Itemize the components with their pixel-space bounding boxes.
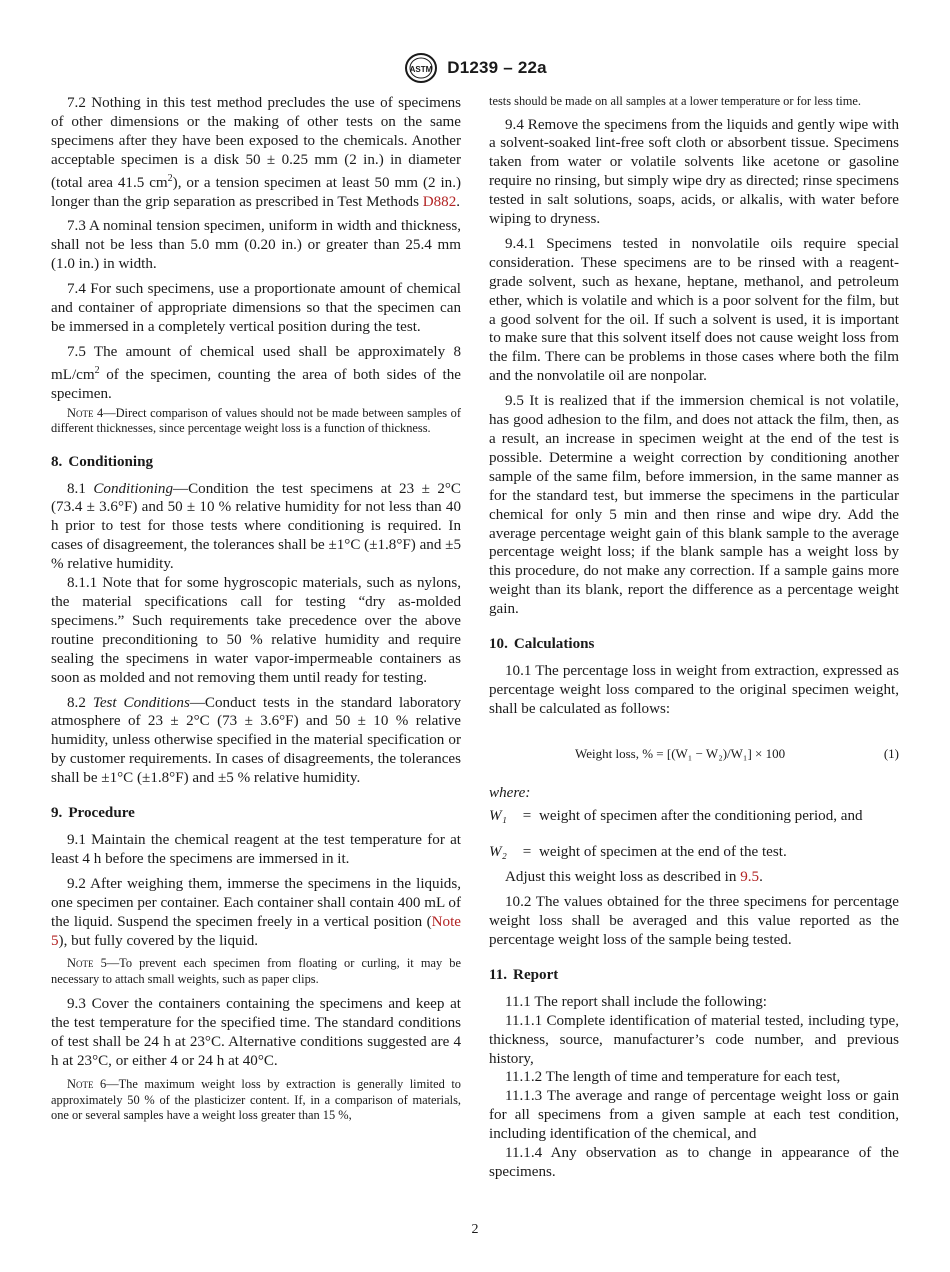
astm-logo-icon — [403, 52, 439, 84]
paragraph-10-1: 10.1 The percentage loss in weight from extraction, expressed as percentage weight loss compared to the original specimen weight, shall be calculated as follows: — [489, 662, 899, 717]
link-d882[interactable]: D882 — [422, 193, 457, 210]
note-4: Note 4—Direct comparison of values should not be made between samples of different thicknesses, since percentage weight loss is a function of thickness. — [51, 405, 461, 436]
svg-text:ASTM: ASTM — [409, 65, 433, 74]
section-9-heading: 9. Procedure — [51, 805, 135, 822]
document-id: D1239 – 22a — [447, 58, 547, 77]
paragraph-11-1: 11.1 The report shall include the following: — [505, 993, 767, 1010]
paragraph-7-4: 7.4 For such specimens, use a proportionate amount of chemical and container of appropriate dimensions so that the specimen can be immersed in a completely vertical position during the test. — [51, 281, 461, 335]
link-note-5[interactable]: Note 5 — [51, 913, 461, 949]
paragraph-9-2: 9.2 After weighing them, immerse the specimens in the liquids, one specimen per container. Each container shall contain 400 mL of the liquid. Suspend the specimen freely in a vertical position (Note 5), but fully covered by the liquid. — [51, 875, 461, 949]
page-header — [0, 52, 950, 84]
section-11-heading: 11. Report — [489, 966, 559, 983]
paragraph-7-3: 7.3 A nominal tension specimen, uniform in width and thickness, shall not be less than 5.0 mm (0.20 in.) or greater than 25.4 mm (1.0 in.) in width. — [51, 218, 461, 273]
equation-1 — [489, 745, 899, 764]
paragraph-10-2: 10.2 The values obtained for the three specimens for percentage weight loss shall be averaged and this value reported as the percentage weight loss of the sample being tested. — [489, 894, 899, 949]
equation-text: Weight loss, % = [(W₁ − W₂)/W₁] × 100 — [575, 745, 786, 761]
section-10-heading: 10. Calculations — [489, 636, 595, 653]
right-column — [489, 94, 899, 1188]
paragraph-8-1-1: 8.1.1 Note that for some hygroscopic materials, such as nylons, the material specifications call for testing “dry as-molded specimens.” Such requirements take precedence over the above routine preconditioning to 50 % relative humidity and require sealing the specimens in water vapor-impermeable containers as soon as molded and not removing them until ready for testing. — [51, 575, 461, 686]
paragraph-9-3: 9.3 Cover the containers containing the specimens and keep at the test temperature for the specified time. The standard conditions of test shall be 24 h at 23°C. Alternative conditions suggested are 4 h at 23°C, or either 4 or 24 h at 40°C. — [51, 996, 461, 1070]
paragraph-9-1: 9.1 Maintain the chemical reagent at the test temperature for at least 4 h before the specimens are immersed in it. — [51, 831, 461, 867]
note-6: Note 6—The maximum weight loss by extraction is generally limited to approximately 50 % of the plasticizer content. If, in a comparison of materials, one or several samples have a weight loss greater than 15 %, — [51, 1077, 461, 1123]
paragraph-8-2: 8.2 Test Conditions—Conduct tests in the standard laboratory atmosphere of 23 ± 2°C (73 ± 3.6°F) and 50 ± 10 % relative humidity, unless otherwise specified in the material specification or by customer requirements. In cases of disagreements, the tolerances shall be ±1°C (±1.8°F) and ±5 % relative humidity. — [51, 694, 461, 787]
equation-number: (1) — [883, 745, 899, 761]
where-label: where: — [489, 784, 531, 801]
left-column — [51, 94, 461, 1132]
paragraph-9-5: 9.5 It is realized that if the immersion chemical is not volatile, has good adhesion to the film, and does not attack the film, then, as a result, an increase in specimen weight at the end of the test is possible. Determine a weight correction by conditioning another sample of the same film, before immersion, in the same manner as for the standard test, but immerse the specimens in the particular chemical for only 5 min and then rinse and wipe dry. Add the average percentage weight gain of this blank sample to the average percentage weight loss; if the blank sample has a weight loss by this procedure, do not make any correction. If a sample gains more weight than its blank, report the difference as a percentage weight gain. — [489, 393, 899, 618]
page-number: 2 — [471, 1222, 479, 1237]
paragraph-8-1: 8.1 Conditioning—Condition the test specimens at 23 ± 2°C (73.4 ± 3.6°F) and 50 ± 10 % relative humidity for not less than 40 h prior to test for those tests where conditioning is required. In cases of disagreement, the tolerances shall be ±1°C (±1.8°F) and ±5 % relative humidity. — [51, 480, 461, 573]
paragraph-7-5: 7.5 The amount of chemical used shall be approximately 8 $mL/cm^2$ of the specimen, counting the area of both sides of the specimen. — [51, 343, 461, 402]
paragraph-9-4-1: 9.4.1 Specimens tested in nonvolatile oils require special consideration. These specimens are to be rinsed with a reagent-grade solvent, such as hexane, heptane, methanol, and petroleum ether, which is volatile and which is a poor solvent for the film, but a good solvent for the oil. If such a solvent is used, it is important to make sure that this solvent itself does not cause weight loss from the film. There can be problems in those cases where both the film and the nonvolatile oil are nonpolar. — [489, 235, 899, 385]
note-6-continued: tests should be made on all samples at a lower temperature or for less time. — [489, 94, 861, 108]
section-8-heading: 8. Conditioning — [51, 453, 154, 470]
paragraph-11-1-3: 11.1.3 The average and range of percentage weight loss or gain for all specimens from a given sample at each test condition, including identification of the chemical, and — [489, 1088, 899, 1143]
note-5: Note 5—To prevent each specimen from floating or curling, it may be necessary to attach small weights, such as paper clips. — [51, 956, 461, 986]
paragraph-11-1-2: 11.1.2 The length of time and temperature for each test, — [505, 1069, 841, 1086]
adjust-paragraph: Adjust this weight loss as described in 9.5. — [505, 869, 763, 886]
definition-w1: W₁ = weight of specimen after the conditioning period, and — [489, 807, 863, 824]
paragraph-9-4: 9.4 Remove the specimens from the liquids and gently wipe with a solvent-soaked lint-free soft cloth or absorbent tissue. Specimens taken from water or volatile solvents like acetone or gasoline require no rinsing, but simply wipe dry as directed; rinse specimens tested in salt solutions, soaps, acids, or alkalis, with water before wiping to dryness. — [489, 116, 899, 228]
paragraph-11-1-4: 11.1.4 Any observation as to change in appearance of the specimens. — [489, 1145, 899, 1180]
paragraph-11-1-1: 11.1.1 Complete identification of material tested, including type, thickness, source, manufacturer’s code number, and previous history, — [489, 1012, 899, 1067]
definition-w2: W₂ = weight of specimen at the end of the test. — [489, 844, 787, 861]
link-9-5[interactable]: 9.5 — [740, 869, 760, 886]
paragraph-7-2: 7.2 Nothing in this test method precludes the use of specimens of other dimensions or the making of other tests on the same specimens after they have been exposed to the chemicals. Another acceptable specimen is a disk 50 ± 0.25 mm (2 in.) in diameter (total area 41.5 $cm^2$), or a tension specimen at least 50 mm (2 in.) longer than the grip separation as prescribed in Test Methods D882. — [51, 95, 462, 210]
